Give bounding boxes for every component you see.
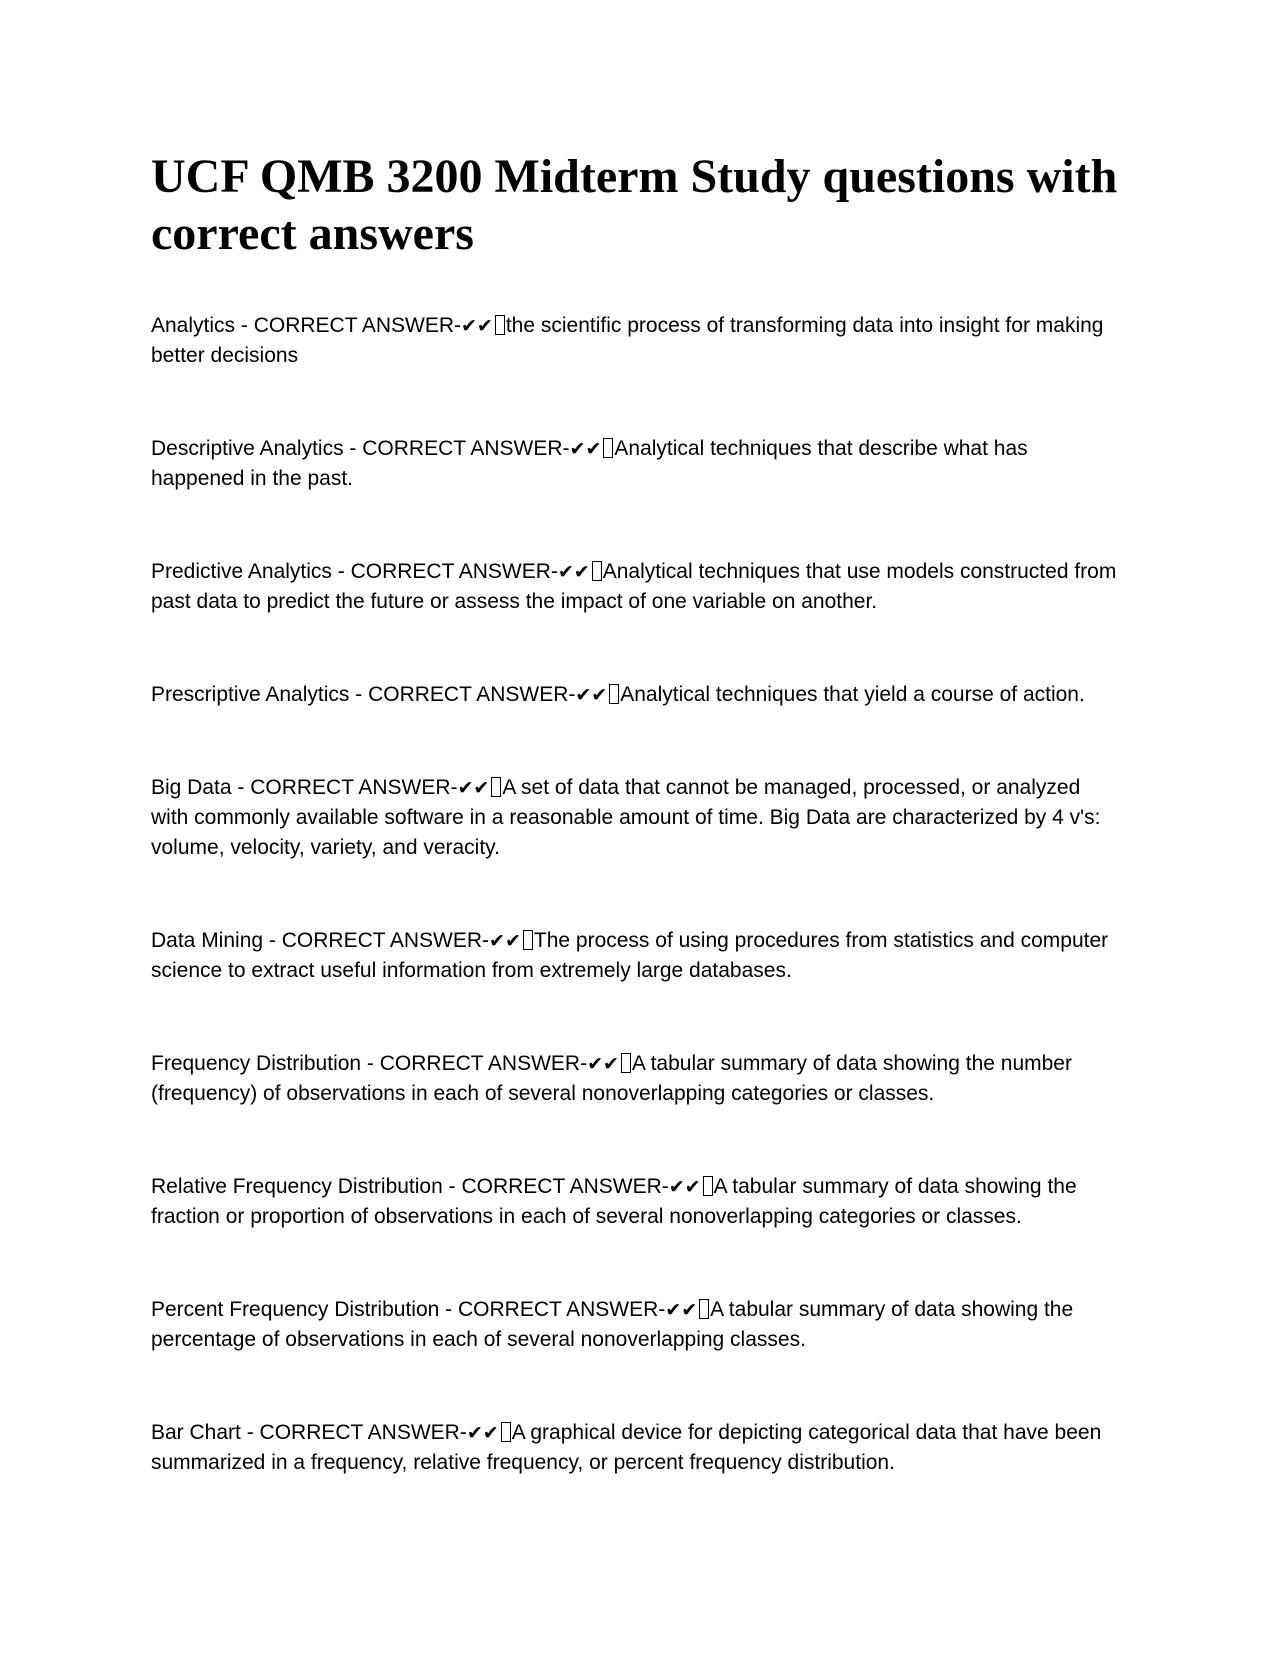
entry-definition: Analytical techniques that describe what has happened in the past. xyxy=(151,437,1028,490)
double-check-icon: ✔✔ xyxy=(466,1422,499,1444)
entry-term: Data Mining xyxy=(151,929,264,952)
double-check-icon: ✔✔ xyxy=(457,777,490,799)
answer-marker: CORRECT ANSWER- xyxy=(457,1298,666,1321)
missing-glyph-icon xyxy=(609,684,619,704)
missing-glyph-icon xyxy=(621,1053,631,1073)
double-check-icon: ✔✔ xyxy=(665,1299,698,1321)
answer-marker: CORRECT ANSWER- xyxy=(362,437,570,460)
entry-definition: The process of using procedures from statistics and computer science to extract useful information from extremely large databases. xyxy=(151,929,1109,982)
missing-glyph-icon xyxy=(592,561,602,581)
entry: Predictive Analytics - CORRECT ANSWER-✔✔ Analytical techniques that use models constructed from past data to predict the future or assess the impact of one variable on another. xyxy=(151,560,1117,613)
entry: Big Data - CORRECT ANSWER-✔✔ A set of data that cannot be managed, processed, or analyzed with commonly available software in a reasonable amount of time. Big Data are characterized by 4 v's: volume, velocity, variety, and veracity. xyxy=(151,776,1101,859)
entry: Frequency Distribution - CORRECT ANSWER-✔✔ A tabular summary of data showing the number (frequency) of observations in each of several nonoverlapping categories or classes. xyxy=(151,1052,1072,1105)
entry-definition: A tabular summary of data showing the fraction or proportion of observations in each of several nonoverlapping categories or classes. xyxy=(151,1175,1077,1228)
answer-marker: CORRECT ANSWER- xyxy=(379,1052,588,1075)
answer-marker: CORRECT ANSWER- xyxy=(368,683,576,706)
entry-term: Percent Frequency Distribution xyxy=(151,1298,440,1321)
missing-glyph-icon xyxy=(495,315,505,335)
double-check-icon: ✔✔ xyxy=(575,684,608,706)
entry: Data Mining - CORRECT ANSWER-✔✔ The process of using procedures from statistics and computer science to extract useful information from extremely large databases. xyxy=(151,929,1109,982)
answer-marker: CORRECT ANSWER- xyxy=(253,314,461,337)
entry-term: Frequency Distribution xyxy=(151,1052,362,1075)
entry-definition: Analytical techniques that use models constructed from past data to predict the future or assess the impact of one variable on another. xyxy=(151,560,1117,613)
answer-marker: CORRECT ANSWER- xyxy=(259,1421,467,1444)
double-check-icon: ✔✔ xyxy=(668,1176,701,1198)
entry: Percent Frequency Distribution - CORRECT ANSWER-✔✔ A tabular summary of data showing the percentage of observations in each of several nonoverlapping classes. xyxy=(151,1298,1074,1351)
entry: Analytics - CORRECT ANSWER-✔✔ the scientific process of transforming data into insight for making better decisions xyxy=(151,314,1104,367)
answer-marker: CORRECT ANSWER- xyxy=(281,929,490,952)
double-check-icon: ✔✔ xyxy=(461,315,493,337)
entry-term: Prescriptive Analytics xyxy=(151,683,350,706)
entry-definition: A set of data that cannot be managed, processed, or analyzed with commonly available software in a reasonable amount of time. Big Data are characterized by 4 v's: volume, velocity, variety, and veracity. xyxy=(151,776,1101,859)
entry-definition: Analytical techniques that yield a course of action. xyxy=(620,683,1085,706)
entry-term: Analytics xyxy=(151,314,236,337)
missing-glyph-icon xyxy=(501,1422,511,1442)
answer-marker: CORRECT ANSWER- xyxy=(350,560,558,583)
entry-term: Predictive Analytics xyxy=(151,560,332,583)
document-title: UCF QMB 3200 Midterm Study questions with correct answers xyxy=(151,150,1118,260)
entry-definition: A tabular summary of data showing the percentage of observations in each of several nonoverlapping classes. xyxy=(151,1298,1074,1351)
missing-glyph-icon xyxy=(523,930,533,950)
entry-definition: the scientific process of transforming data into insight for making better decisions xyxy=(151,314,1104,367)
entry: Descriptive Analytics - CORRECT ANSWER-✔✔ Analytical techniques that describe what has happened in the past. xyxy=(151,437,1028,490)
missing-glyph-icon xyxy=(699,1299,709,1319)
double-check-icon: ✔✔ xyxy=(569,438,602,460)
entry-term: Big Data xyxy=(151,776,232,799)
entry-definition: A tabular summary of data showing the number (frequency) of observations in each of several nonoverlapping categories or classes. xyxy=(151,1052,1072,1105)
entry-term: Relative Frequency Distribution xyxy=(151,1175,443,1198)
missing-glyph-icon xyxy=(703,1176,713,1196)
double-check-icon: ✔✔ xyxy=(587,1053,619,1075)
entry-definition: A graphical device for depicting categorical data that have been summarized in a frequency, relative frequency, or percent frequency distribution. xyxy=(151,1421,1102,1474)
entry: Relative Frequency Distribution - CORRECT ANSWER-✔✔ A tabular summary of data showing the fraction or proportion of observations in each of several nonoverlapping categories or classes. xyxy=(151,1175,1077,1228)
entry: Bar Chart - CORRECT ANSWER-✔✔ A graphical device for depicting categorical data that have been summarized in a frequency, relative frequency, or percent frequency distribution. xyxy=(151,1421,1102,1474)
missing-glyph-icon xyxy=(603,438,613,458)
double-check-icon: ✔✔ xyxy=(557,561,590,583)
answer-marker: CORRECT ANSWER- xyxy=(461,1175,669,1198)
double-check-icon: ✔✔ xyxy=(489,930,521,952)
missing-glyph-icon xyxy=(491,777,501,797)
answer-marker: CORRECT ANSWER- xyxy=(250,776,458,799)
entry-list xyxy=(151,311,1121,1541)
entry-term: Descriptive Analytics xyxy=(151,437,344,460)
entry-term: Bar Chart xyxy=(151,1421,241,1444)
entry: Prescriptive Analytics - CORRECT ANSWER-✔✔ Analytical techniques that yield a course of action. xyxy=(151,683,1085,706)
